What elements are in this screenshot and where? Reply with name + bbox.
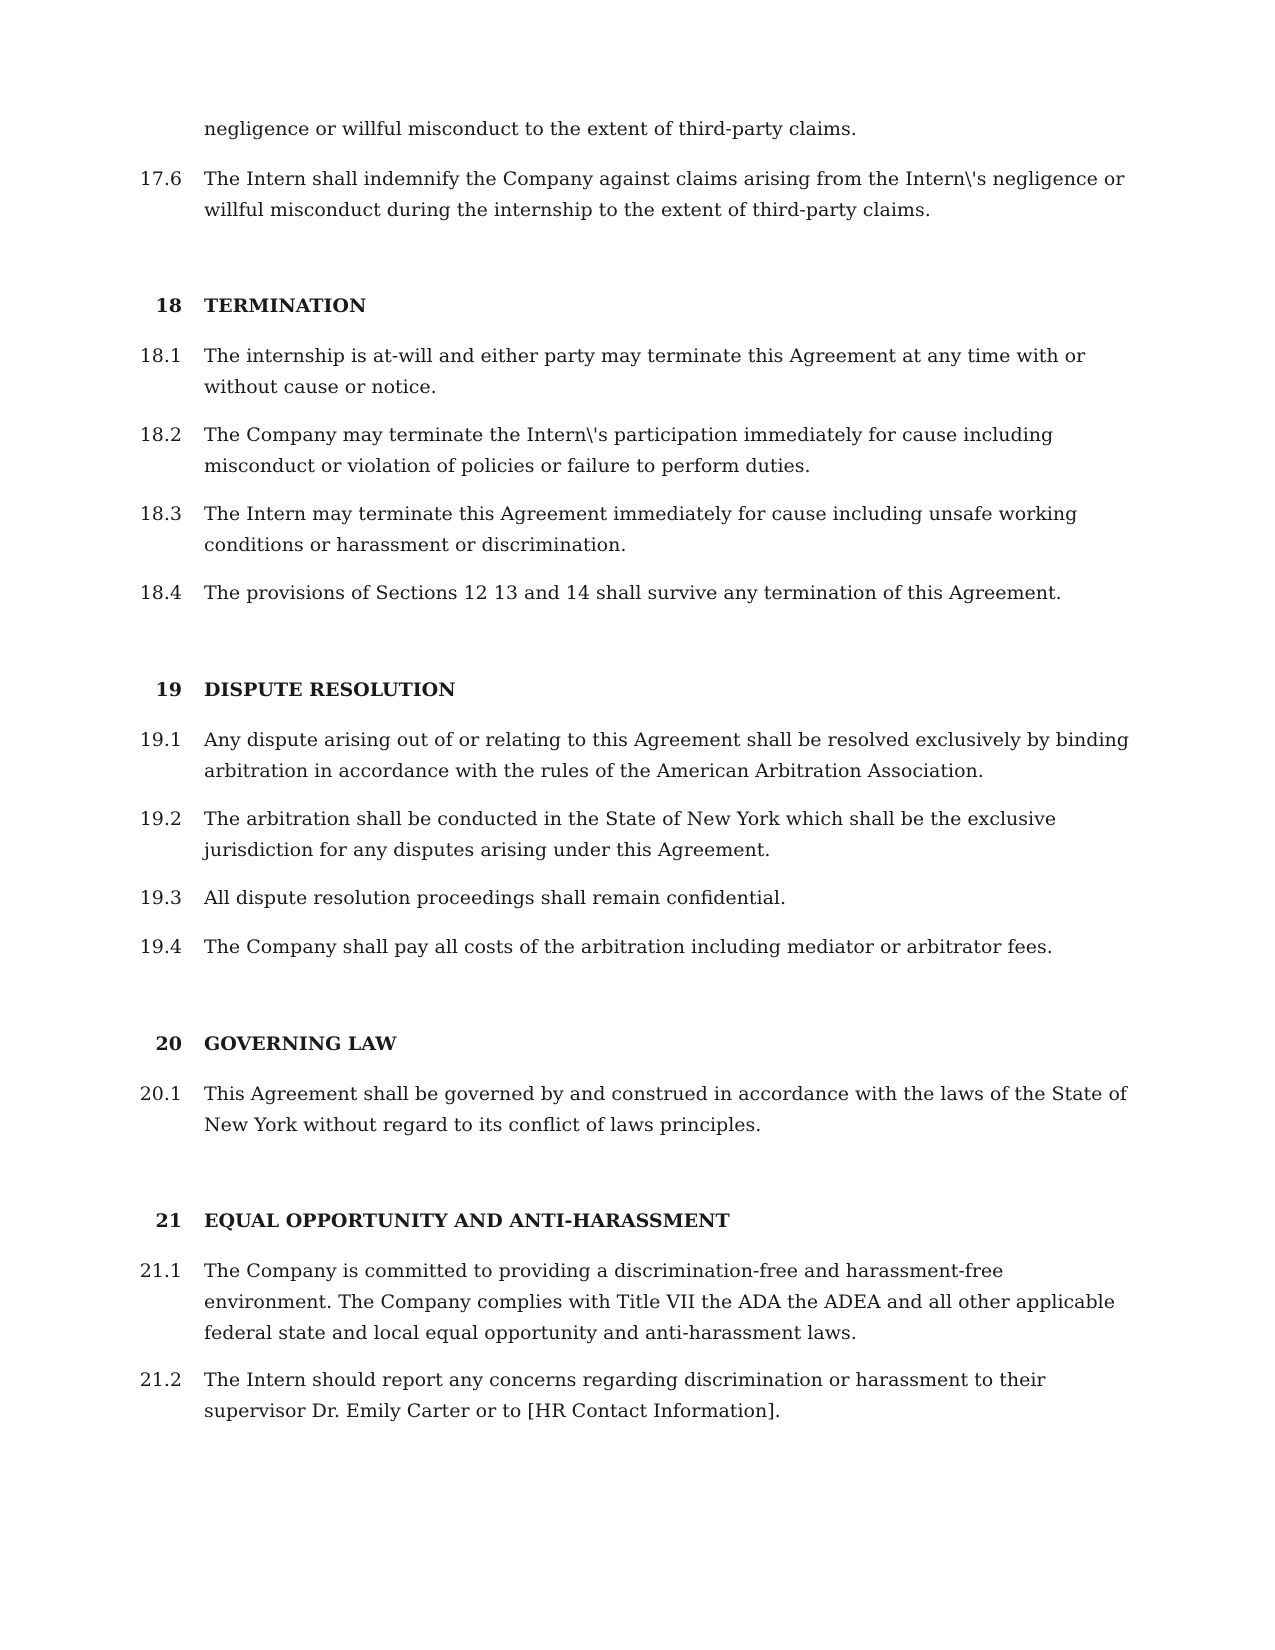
clause-number: 21.2 bbox=[139, 1369, 182, 1391]
clause-number: 17.6 bbox=[139, 168, 182, 190]
clause-number: 19.1 bbox=[139, 729, 182, 751]
section-heading: TERMINATION bbox=[204, 295, 367, 317]
clause-continuation-text: negligence or willful misconduct to the extent of third-party claims. bbox=[204, 118, 857, 140]
clause-number: 19.4 bbox=[139, 936, 182, 958]
clause-text: The Intern shall indemnify the Company against claims arising from the Intern\'s negligence or willful misconduct during the internship to the extent of third-party claims. bbox=[204, 168, 1125, 221]
clause-number: 19.3 bbox=[139, 887, 182, 909]
section-heading: EQUAL OPPORTUNITY AND ANTI-HARASSMENT bbox=[204, 1210, 730, 1232]
clause-number: 18.2 bbox=[139, 424, 182, 446]
section-number: 19 bbox=[155, 679, 182, 701]
clause-text: The Company shall pay all costs of the arbitration including mediator or arbitrator fees. bbox=[204, 936, 1053, 958]
section-heading: GOVERNING LAW bbox=[204, 1033, 397, 1055]
clause-number: 20.1 bbox=[139, 1083, 182, 1105]
clause-text: Any dispute arising out of or relating to this Agreement shall be resolved exclusively by binding arbitration in accordance with the rules of the American Arbitration Association. bbox=[204, 729, 1129, 782]
section-heading: DISPUTE RESOLUTION bbox=[204, 679, 456, 701]
clause-number: 19.2 bbox=[139, 808, 182, 830]
clause-text: All dispute resolution proceedings shall remain confidential. bbox=[204, 887, 787, 909]
clause-text: The internship is at-will and either party may terminate this Agreement at any time with or without cause or notice. bbox=[204, 345, 1086, 398]
section-number: 20 bbox=[155, 1033, 182, 1055]
clause-number: 18.4 bbox=[139, 582, 182, 604]
clause-number: 18.1 bbox=[139, 345, 182, 367]
clause-text: The Intern may terminate this Agreement immediately for cause including unsafe working conditions or harassment or discrimination. bbox=[204, 503, 1078, 556]
clause-text: The Company is committed to providing a discrimination-free and harassment-free environment. The Company complies with Title VII the ADA the ADEA and all other applicable federal state and local equal opportunity and anti-harassment laws. bbox=[204, 1260, 1115, 1344]
clause-text: The Intern should report any concerns regarding discrimination or harassment to their supervisor Dr. Emily Carter or to [HR Contact Information]. bbox=[204, 1369, 1046, 1422]
section-number: 21 bbox=[155, 1210, 182, 1232]
clause-text: This Agreement shall be governed by and construed in accordance with the laws of the State of New York without regard to its conflict of laws principles. bbox=[204, 1083, 1127, 1136]
clause-number: 21.1 bbox=[139, 1260, 182, 1282]
clause-number: 18.3 bbox=[139, 503, 182, 525]
clause-text: The Company may terminate the Intern\'s participation immediately for cause including misconduct or violation of policies or failure to perform duties. bbox=[204, 424, 1054, 477]
section-number: 18 bbox=[155, 295, 182, 317]
clause-text: The arbitration shall be conducted in the State of New York which shall be the exclusive jurisdiction for any disputes arising under this Agreement. bbox=[204, 808, 1057, 861]
clause-text: The provisions of Sections 12 13 and 14 shall survive any termination of this Agreement. bbox=[204, 582, 1062, 604]
